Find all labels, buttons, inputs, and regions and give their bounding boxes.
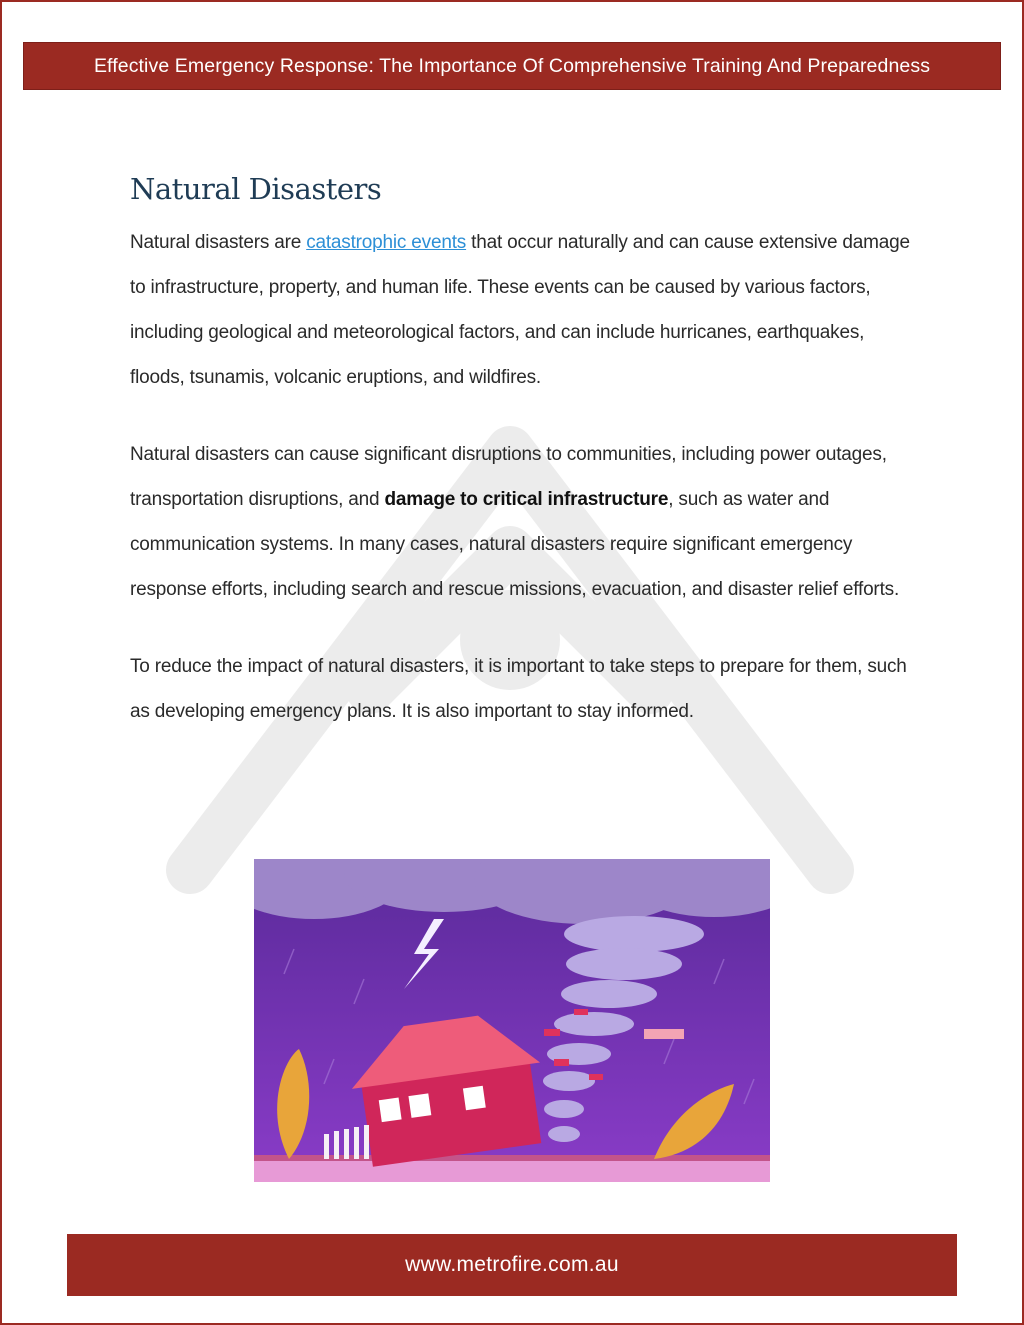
header-title: Effective Emergency Response: The Importance Of Comprehensive Training And Preparedness	[93, 54, 931, 77]
article	[130, 172, 910, 766]
p2-text-start: Natural disasters can cause significant disruptions to communities, including power outages, transportation disruptions, and	[130, 444, 887, 510]
footer-banner	[67, 1234, 957, 1296]
p1-text-start: Natural disasters are	[130, 232, 307, 253]
critical-infrastructure-emphasis: damage to critical infrastructure	[384, 489, 669, 510]
catastrophic-events-link[interactable]: catastrophic events	[306, 232, 467, 253]
header-banner	[23, 42, 1001, 90]
p2-text-end: , such as water and communication systems. In many cases, natural disasters require significant emergency response efforts, including search and rescue missions, evacuation, and disaster relief efforts.	[130, 489, 900, 600]
footer-url[interactable]: www.metrofire.com.au	[405, 1253, 619, 1276]
section-heading: Natural Disasters	[130, 172, 382, 206]
tornado-illustration	[254, 859, 770, 1182]
p1-text-end: that occur naturally and can cause extensive damage to infrastructure, property, and human life. These events can be caused by various factors, including geological and meteorological factors, and can include hurricanes, earthquakes, floods, tsunamis, volcanic eruptions, and wildfires.	[130, 232, 910, 388]
paragraph-1	[130, 220, 910, 400]
paragraph-3: To reduce the impact of natural disasters, it is important to take steps to prepare for them, such as developing emergency plans. It is also important to stay informed.	[130, 656, 907, 722]
paragraph-2	[130, 432, 910, 612]
